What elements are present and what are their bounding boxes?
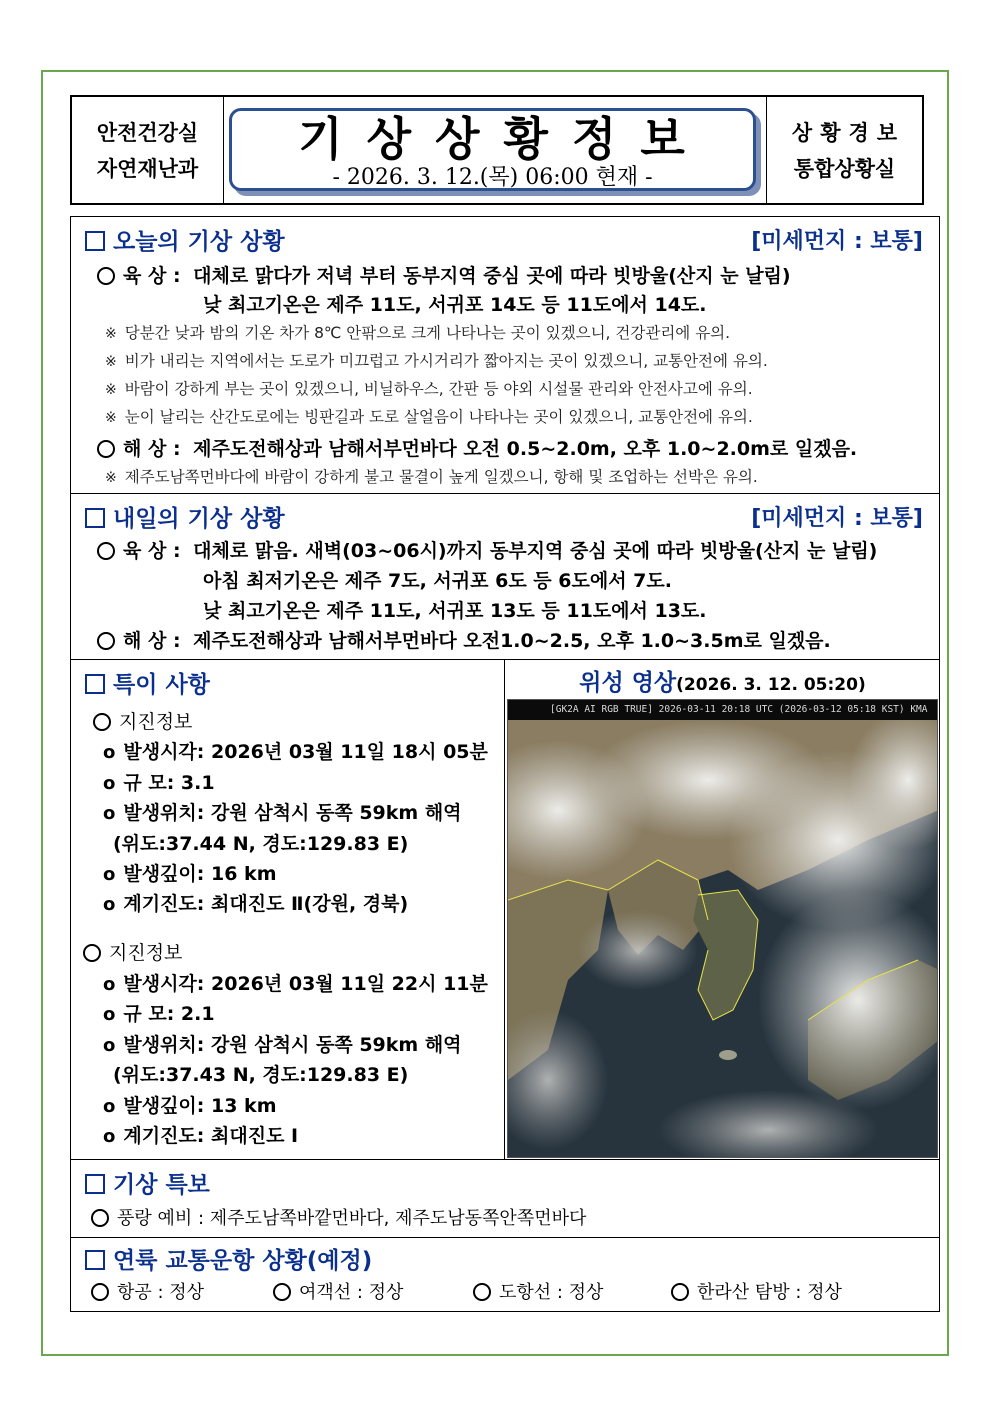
traffic-item-ferry — [273, 1278, 403, 1304]
bullet-icon: o — [103, 1004, 116, 1025]
today-weather-section — [70, 216, 940, 494]
traffic-heading-text: 연륙 교통운항 상황(예정) — [113, 1248, 373, 1274]
traffic-status-section — [70, 1238, 940, 1312]
quake2-depth — [103, 1091, 277, 1118]
circle-bullet-icon — [273, 1283, 291, 1301]
traffic-item-text: 여객선 : 정상 — [299, 1282, 404, 1303]
satellite-title-text: 위성 영상 — [579, 670, 677, 696]
warning-heading — [85, 1166, 210, 1199]
today-note-2 — [105, 349, 768, 371]
circle-bullet-icon — [91, 1283, 109, 1301]
checkbox-icon — [85, 231, 105, 251]
bullet-icon: o — [103, 1126, 116, 1147]
quake1-time — [103, 737, 488, 764]
circle-bullet-icon — [93, 713, 111, 731]
today-sea-text: 제주도전해상과 남해서부먼바다 오전 0.5~2.0m, 오후 1.0~2.0m로 일겠음. — [193, 438, 858, 460]
quake2-title — [83, 938, 182, 965]
title-box — [229, 108, 756, 191]
quake2-intensity — [103, 1121, 298, 1148]
quake-location-text: 발생위치: 강원 삼척시 동쪽 59km 해역 — [123, 802, 462, 824]
quake1-depth — [103, 859, 277, 886]
today-heading — [85, 223, 285, 256]
header-office — [766, 97, 922, 203]
checkbox-icon — [85, 1250, 105, 1270]
circle-bullet-icon — [91, 1209, 109, 1227]
special-heading-text: 특이 사항 — [113, 672, 210, 698]
today-sea-line — [97, 434, 857, 461]
satellite-date: (2026. 3. 12. 05:20) — [676, 675, 866, 695]
reference-mark-icon: ※ — [105, 410, 117, 426]
document-header — [70, 95, 924, 205]
satellite-map-graphic — [508, 720, 938, 1158]
today-land-text1: 대체로 맑다가 저녁 부터 동부지역 중심 곳에 따라 빗방울(산지 눈 날림) — [193, 265, 791, 287]
reference-mark-icon: ※ — [105, 354, 117, 370]
circle-bullet-icon — [97, 542, 115, 560]
quake1-scale — [103, 768, 215, 795]
bullet-icon: o — [103, 803, 116, 824]
quake-title-text: 지진정보 — [119, 711, 193, 733]
special-heading — [85, 666, 210, 699]
checkbox-icon — [85, 508, 105, 528]
quake2-location — [103, 1030, 462, 1057]
earthquake-info-panel — [71, 660, 505, 1159]
quake2-time — [103, 969, 488, 996]
note-text: 눈이 날리는 산간도로에는 빙판길과 도로 살얼음이 나타나는 곳이 있겠으니, 교통안전에 유의. — [124, 408, 753, 426]
weather-warning-section — [70, 1160, 940, 1238]
department-line2: 자연재난과 — [96, 157, 199, 181]
bullet-icon: o — [103, 864, 116, 885]
land-label: 육 상 : — [123, 265, 181, 287]
tomorrow-heading — [85, 500, 285, 533]
office-line1: 상황경보 — [791, 121, 906, 145]
office-line2: 통합상황실 — [793, 157, 896, 181]
today-note-1 — [105, 321, 730, 343]
traffic-item-hallasan — [671, 1278, 842, 1304]
today-land-line1 — [97, 261, 791, 288]
note-text: 당분간 낮과 밤의 기온 차가 8℃ 안팎으로 크게 나타나는 곳이 있겠으니, 건강관리에 유의. — [124, 324, 731, 342]
traffic-item-air — [91, 1278, 204, 1304]
today-heading-text: 오늘의 기상 상황 — [113, 229, 285, 255]
circle-bullet-icon — [97, 267, 115, 285]
circle-bullet-icon — [97, 632, 115, 650]
tomorrow-heading-text: 내일의 기상 상황 — [113, 506, 285, 532]
quake-depth-text: 발생깊이: 16 km — [123, 863, 277, 885]
warning-item — [91, 1204, 586, 1230]
circle-bullet-icon — [473, 1283, 491, 1301]
quake-location-text: 발생위치: 강원 삼척시 동쪽 59km 해역 — [123, 1034, 462, 1056]
page-subtitle: - 2026. 3. 12.(목) 06:00 현재 - — [332, 165, 653, 190]
tomorrow-sea-line — [97, 626, 831, 653]
bullet-icon: o — [103, 974, 116, 995]
sea-label: 해 상 : — [123, 630, 181, 652]
tomorrow-land-line2: 아침 최저기온은 제주 7도, 서귀포 6도 등 6도에서 7도. — [203, 570, 672, 592]
traffic-heading — [85, 1242, 372, 1275]
bullet-icon: o — [103, 894, 116, 915]
header-department — [72, 97, 224, 203]
bullet-icon: o — [103, 1035, 116, 1056]
quake-title-text: 지진정보 — [109, 942, 183, 964]
today-note-3 — [105, 377, 753, 399]
warning-heading-text: 기상 특보 — [113, 1172, 210, 1198]
satellite-caption: [GK2A AI RGB TRUE] 2026-03-11 20:18 UTC (2026-03-12 05:18 KST) KMA — [508, 700, 937, 720]
note-text: 바람이 강하게 부는 곳이 있겠으니, 비닐하우스, 간판 등 야외 시설물 관리와 안전사고에 유의. — [124, 380, 753, 398]
today-land-line2: 낮 최고기온은 제주 11도, 서귀포 14도 등 11도에서 14도. — [203, 294, 707, 316]
bullet-icon: o — [103, 773, 116, 794]
today-note-4 — [105, 405, 753, 427]
quake-scale-text: 규 모: 2.1 — [123, 1003, 215, 1025]
circle-bullet-icon — [671, 1283, 689, 1301]
note-text: 비가 내리는 지역에서는 도로가 미끄럽고 가시거리가 짧아지는 곳이 있겠으니, 교통안전에 유의. — [124, 352, 768, 370]
quake2-coords: (위도:37.43 N, 경도:129.83 E) — [113, 1064, 409, 1086]
quake-depth-text: 발생깊이: 13 km — [123, 1095, 277, 1117]
satellite-panel — [505, 660, 940, 1159]
traffic-item-island-ferry — [473, 1278, 603, 1304]
traffic-item-text: 항공 : 정상 — [117, 1282, 205, 1303]
department-line1: 안전건강실 — [96, 121, 199, 145]
bullet-icon: o — [103, 1096, 116, 1117]
checkbox-icon — [85, 1174, 105, 1194]
today-dust-level: [미세먼지 : 보통] — [751, 229, 923, 254]
traffic-item-text: 한라산 탐방 : 정상 — [697, 1282, 842, 1303]
tomorrow-dust-level: [미세먼지 : 보통] — [751, 506, 923, 531]
bullet-icon: o — [103, 742, 116, 763]
special-notes-section — [70, 660, 940, 1160]
circle-bullet-icon — [83, 944, 101, 962]
traffic-item-text: 도항선 : 정상 — [499, 1282, 604, 1303]
land-label: 육 상 : — [123, 540, 181, 562]
sea-label: 해 상 : — [123, 438, 181, 460]
satellite-title — [505, 664, 940, 697]
tomorrow-land-line1 — [97, 536, 877, 563]
quake-time-text: 발생시각: 2026년 03월 11일 22시 11분 — [123, 973, 488, 995]
reference-mark-icon: ※ — [105, 470, 117, 486]
tomorrow-land-line3: 낮 최고기온은 제주 11도, 서귀포 13도 등 11도에서 13도. — [203, 600, 707, 622]
reference-mark-icon: ※ — [105, 382, 117, 398]
quake-intensity-text: 계기진도: 최대진도 Ⅰ — [123, 1125, 299, 1147]
quake1-title — [93, 707, 192, 734]
quake2-scale — [103, 999, 215, 1026]
warning-item-text: 풍랑 예비 : 제주도남쪽바깥먼바다, 제주도남동쪽안쪽먼바다 — [117, 1208, 587, 1229]
quake-intensity-text: 계기진도: 최대진도 Ⅱ(강원, 경북) — [123, 893, 409, 915]
quake-time-text: 발생시각: 2026년 03월 11일 18시 05분 — [123, 741, 488, 763]
quake1-location — [103, 798, 462, 825]
checkbox-icon — [85, 674, 105, 694]
tomorrow-sea-text: 제주도전해상과 남해서부먼바다 오전1.0~2.5, 오후 1.0~3.5m로 일겠음. — [193, 630, 831, 652]
reference-mark-icon: ※ — [105, 326, 117, 342]
tomorrow-land-text1: 대체로 맑음. 새벽(03~06시)까지 동부지역 중심 곳에 따라 빗방울(산지 눈 날림) — [193, 540, 878, 562]
today-sea-note — [105, 465, 758, 487]
tomorrow-weather-section — [70, 494, 940, 660]
quake-scale-text: 규 모: 3.1 — [123, 772, 215, 794]
page-title: 기상상황정보 — [298, 112, 709, 166]
note-text: 제주도남쪽먼바다에 바람이 강하게 불고 물결이 높게 일겠으니, 항해 및 조업하는 선박은 유의. — [124, 468, 758, 486]
circle-bullet-icon — [97, 440, 115, 458]
quake1-intensity — [103, 889, 408, 916]
quake1-coords: (위도:37.44 N, 경도:129.83 E) — [113, 833, 409, 855]
satellite-image — [507, 699, 938, 1158]
